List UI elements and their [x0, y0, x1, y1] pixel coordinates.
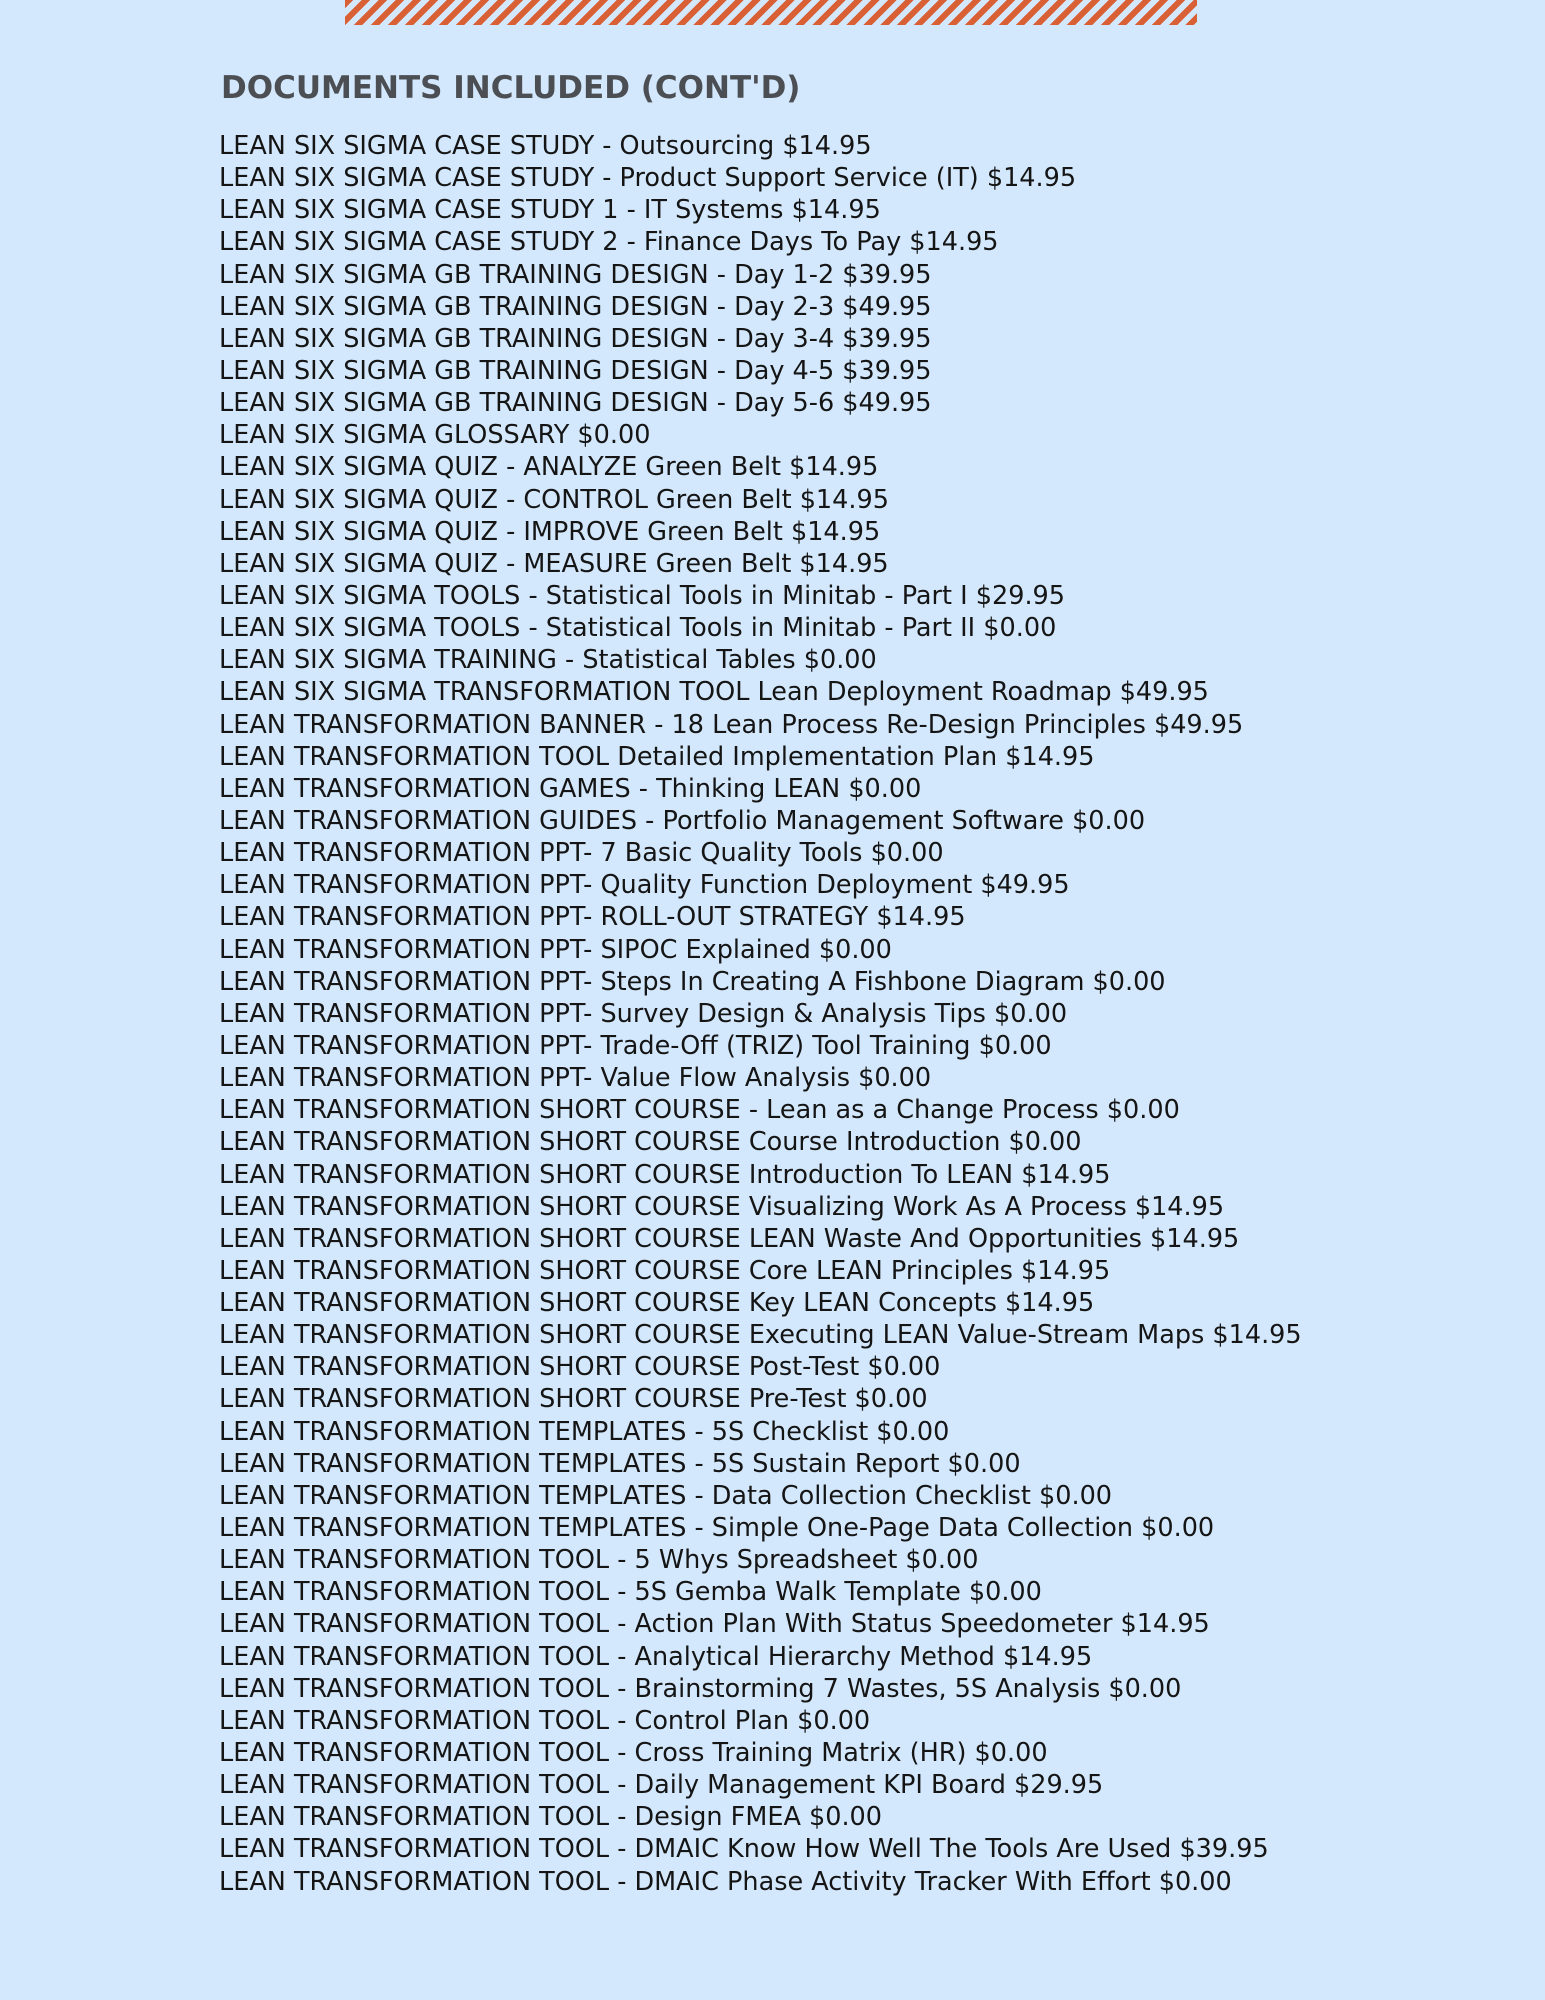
document-list-item: LEAN TRANSFORMATION BANNER - 18 Lean Process Re-Design Principles $49.95	[219, 709, 1244, 740]
document-list-item: LEAN TRANSFORMATION GAMES - Thinking LEAN $0.00	[219, 773, 922, 804]
document-list-item: LEAN TRANSFORMATION TOOL - Brainstorming 7 Wastes, 5S Analysis $0.00	[219, 1673, 1182, 1704]
document-list-item: LEAN TRANSFORMATION TOOL - Analytical Hierarchy Method $14.95	[219, 1641, 1093, 1672]
documents-list	[219, 130, 1302, 1898]
document-list-item: LEAN TRANSFORMATION TOOL - Design FMEA $0.00	[219, 1802, 882, 1833]
document-list-item: LEAN TRANSFORMATION SHORT COURSE Visualizing Work As A Process $14.95	[219, 1191, 1225, 1222]
document-list-item: LEAN SIX SIGMA CASE STUDY 1 - IT Systems $14.95	[219, 195, 881, 226]
document-list-item: LEAN TRANSFORMATION PPT- Value Flow Analysis $0.00	[219, 1063, 932, 1094]
document-list-item: LEAN TRANSFORMATION TOOL - Action Plan With Status Speedometer $14.95	[219, 1609, 1210, 1640]
document-list-item: LEAN TRANSFORMATION TOOL - DMAIC Phase Activity Tracker With Effort $0.00	[219, 1866, 1232, 1897]
document-list-item: LEAN TRANSFORMATION SHORT COURSE Introduction To LEAN $14.95	[219, 1159, 1111, 1190]
document-list-item: LEAN SIX SIGMA GB TRAINING DESIGN - Day 5-6 $49.95	[219, 388, 932, 419]
document-list-item: LEAN TRANSFORMATION PPT- Trade-Off (TRIZ) Tool Training $0.00	[219, 1030, 1052, 1061]
document-list-item: LEAN TRANSFORMATION TOOL Detailed Implementation Plan $14.95	[219, 741, 1095, 772]
document-list-item: LEAN SIX SIGMA GB TRAINING DESIGN - Day 2-3 $49.95	[219, 291, 932, 322]
document-list-item: LEAN SIX SIGMA GB TRAINING DESIGN - Day 1-2 $39.95	[219, 259, 932, 290]
document-list-item: LEAN TRANSFORMATION PPT- SIPOC Explained $0.00	[219, 934, 892, 965]
document-list-item: LEAN TRANSFORMATION GUIDES - Portfolio Management Software $0.00	[219, 805, 1146, 836]
document-list-item: LEAN SIX SIGMA GLOSSARY $0.00	[219, 420, 651, 451]
document-list-item: LEAN SIX SIGMA TOOLS - Statistical Tools in Minitab - Part I $29.95	[219, 580, 1065, 611]
document-list-item: LEAN TRANSFORMATION PPT- ROLL-OUT STRATEGY $14.95	[219, 902, 966, 933]
document-list-item: LEAN TRANSFORMATION PPT- Survey Design & Analysis Tips $0.00	[219, 998, 1068, 1029]
document-list-item: LEAN SIX SIGMA QUIZ - IMPROVE Green Belt $14.95	[219, 516, 881, 547]
document-list-item: LEAN TRANSFORMATION TOOL - Daily Management KPI Board $29.95	[219, 1770, 1104, 1801]
decorative-stripe-band	[345, 0, 1197, 25]
document-list-item: LEAN TRANSFORMATION TEMPLATES - Data Collection Checklist $0.00	[219, 1480, 1113, 1511]
document-list-item: LEAN SIX SIGMA GB TRAINING DESIGN - Day 3-4 $39.95	[219, 323, 932, 354]
document-list-item: LEAN SIX SIGMA CASE STUDY - Product Support Service (IT) $14.95	[219, 163, 1077, 194]
document-list-item: LEAN TRANSFORMATION SHORT COURSE LEAN Waste And Opportunities $14.95	[219, 1223, 1240, 1254]
document-list-item: LEAN TRANSFORMATION TEMPLATES - 5S Checklist $0.00	[219, 1416, 950, 1447]
document-list-item: LEAN TRANSFORMATION SHORT COURSE - Lean as a Change Process $0.00	[219, 1095, 1180, 1126]
document-list-item: LEAN TRANSFORMATION TEMPLATES - Simple One-Page Data Collection $0.00	[219, 1513, 1215, 1544]
document-list-item: LEAN TRANSFORMATION SHORT COURSE Key LEAN Concepts $14.95	[219, 1288, 1095, 1319]
document-list-item: LEAN TRANSFORMATION SHORT COURSE Core LEAN Principles $14.95	[219, 1255, 1111, 1286]
document-list-item: LEAN TRANSFORMATION TOOL - Control Plan $0.00	[219, 1705, 871, 1736]
document-list-item: LEAN SIX SIGMA QUIZ - CONTROL Green Belt $14.95	[219, 484, 889, 515]
document-list-item: LEAN TRANSFORMATION PPT- Quality Function Deployment $49.95	[219, 870, 1070, 901]
document-list-item: LEAN SIX SIGMA QUIZ - ANALYZE Green Belt $14.95	[219, 452, 879, 483]
document-list-item: LEAN SIX SIGMA CASE STUDY 2 - Finance Days To Pay $14.95	[219, 227, 999, 258]
document-list-item: LEAN TRANSFORMATION SHORT COURSE Executing LEAN Value-Stream Maps $14.95	[219, 1320, 1302, 1351]
document-list-item: LEAN TRANSFORMATION SHORT COURSE Pre-Test $0.00	[219, 1384, 928, 1415]
document-list-item: LEAN TRANSFORMATION TOOL - 5S Gemba Walk Template $0.00	[219, 1577, 1042, 1608]
document-list-item: LEAN TRANSFORMATION SHORT COURSE Course Introduction $0.00	[219, 1127, 1082, 1158]
document-list-item: LEAN SIX SIGMA TOOLS - Statistical Tools in Minitab - Part II $0.00	[219, 613, 1057, 644]
document-list-item: LEAN SIX SIGMA TRAINING - Statistical Tables $0.00	[219, 645, 877, 676]
section-title: DOCUMENTS INCLUDED (CONT'D)	[221, 70, 801, 106]
document-list-item: LEAN TRANSFORMATION TEMPLATES - 5S Sustain Report $0.00	[219, 1448, 1021, 1479]
document-list-item: LEAN TRANSFORMATION PPT- 7 Basic Quality Tools $0.00	[219, 838, 944, 869]
document-list-item: LEAN TRANSFORMATION TOOL - 5 Whys Spreadsheet $0.00	[219, 1545, 979, 1576]
document-list-item: LEAN SIX SIGMA CASE STUDY - Outsourcing $14.95	[219, 131, 872, 161]
document-list-item: LEAN SIX SIGMA QUIZ - MEASURE Green Belt $14.95	[219, 548, 889, 579]
document-list-item: LEAN SIX SIGMA GB TRAINING DESIGN - Day 4-5 $39.95	[219, 355, 932, 386]
document-list-item: LEAN TRANSFORMATION SHORT COURSE Post-Test $0.00	[219, 1352, 941, 1383]
document-list-item: LEAN TRANSFORMATION PPT- Steps In Creating A Fishbone Diagram $0.00	[219, 966, 1166, 997]
document-list-item: LEAN SIX SIGMA TRANSFORMATION TOOL Lean Deployment Roadmap $49.95	[219, 677, 1209, 708]
document-list-item: LEAN TRANSFORMATION TOOL - Cross Training Matrix (HR) $0.00	[219, 1738, 1048, 1769]
document-list-item: LEAN TRANSFORMATION TOOL - DMAIC Know How Well The Tools Are Used $39.95	[219, 1834, 1269, 1865]
